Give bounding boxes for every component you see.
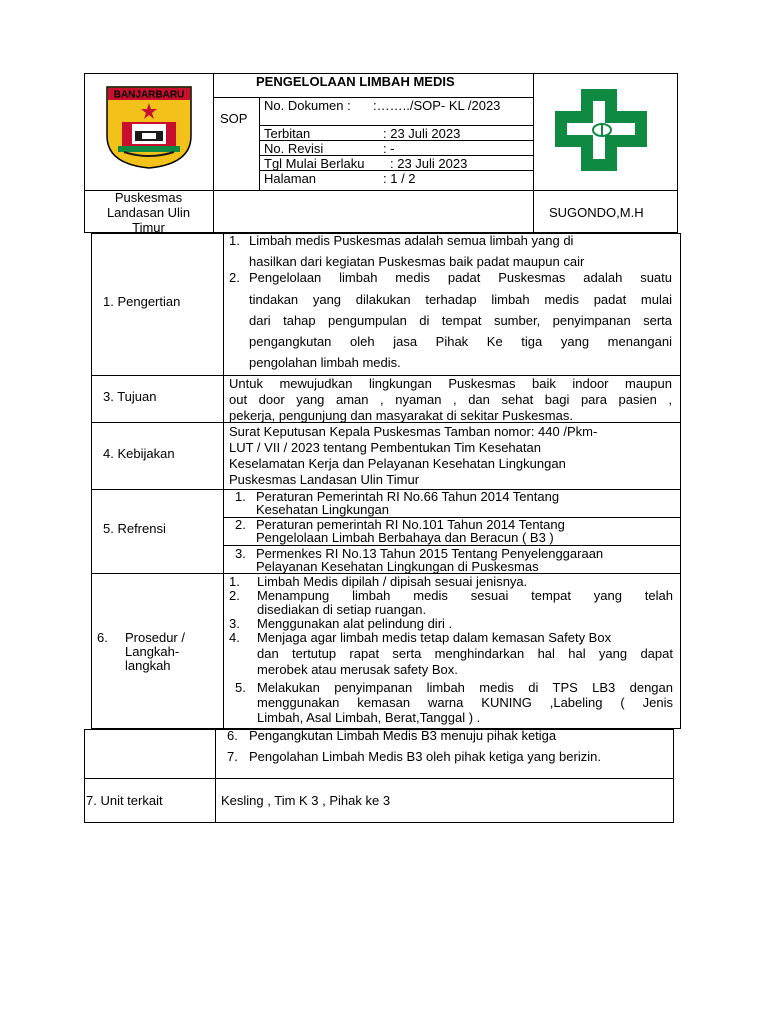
halaman-value: : 1 / 2 [383, 171, 416, 186]
list-item-text: pengangkutan oleh jasa Pihak Ke tiga yang menangani [249, 334, 672, 349]
list-item-text: dari tahap pengumpulan di tempat sumber, penyimpanan serta [249, 313, 672, 328]
list-item-text: Menampung limbah medis sesuai tempat yang telah [257, 588, 673, 603]
list-item-text: Menggunakan alat pelindung diri . [257, 616, 453, 631]
divider [533, 73, 534, 233]
no-dokumen-value: :……../SOP- KL /2023 [373, 98, 501, 113]
list-item-text: tindakan yang dilakukan terhadap limbah medis padat mulai [249, 292, 672, 307]
list-number: 1. [235, 489, 246, 504]
banjarbaru-logo [104, 84, 194, 173]
list-item-text: menggunakan kemasan warna KUNING ,Labeling ( Jenis [257, 695, 673, 710]
list-item-text: Peraturan pemerintah RI No.101 Tahun 2014 Tentang [256, 517, 565, 532]
signer-name: SUGONDO,M.H [549, 205, 644, 220]
paragraph-line: Untuk mewujudkan lingkungan Puskesmas baik indoor maupun [229, 376, 672, 391]
list-item-text: Kesehatan Lingkungan [256, 502, 390, 517]
paragraph-line: Puskesmas Landasan Ulin Timur [229, 472, 420, 487]
list-number: 1. [229, 233, 240, 248]
logo-banner-text: BANJARBARU [113, 89, 185, 101]
organization-name [84, 190, 213, 235]
list-number: 7. [227, 749, 238, 764]
puskesmas-logo [553, 87, 649, 176]
terbitan-value: : 23 Juli 2023 [383, 126, 461, 141]
list-number: 4. [229, 630, 240, 645]
list-item-text: Menjaga agar limbah medis tetap dalam kemasan Safety Box [257, 630, 612, 645]
list-item-text: Pengelolaan Limbah Berbahaya dan Beracun ( B3 ) [256, 530, 554, 545]
section-label: Prosedur / [125, 630, 185, 645]
list-number: 2. [229, 588, 240, 603]
list-item-text: Limbah Medis dipilah / dipisah sesuai jenisnya. [257, 574, 528, 589]
list-number: 5. [235, 680, 246, 695]
list-item-text: disediakan di setiap ruangan. [257, 602, 427, 617]
tgl-mulai-value: : 23 Juli 2023 [390, 156, 468, 171]
list-number: 1. [229, 574, 240, 589]
list-item-text: Pengelolaan limbah medis padat Puskesmas adalah suatu [249, 270, 672, 285]
list-item-text: pengolahan limbah medis. [249, 355, 401, 370]
list-number: 3. [229, 616, 240, 631]
paragraph-line: LUT / VII / 2023 tentang Pembentukan Tim Kesehatan [229, 440, 541, 455]
no-dokumen-label: No. Dokumen : [264, 98, 351, 113]
list-item-text: Limbah, Asal Limbah, Berat,Tanggal ) . [257, 710, 481, 725]
tgl-mulai-label: Tgl Mulai Berlaku [264, 156, 365, 171]
section-label: 7. Unit terkait [86, 793, 163, 808]
revisi-value: : - [383, 141, 395, 156]
unit-value: Kesling , Tim K 3 , Pihak ke 3 [221, 793, 391, 808]
divider [259, 97, 260, 190]
list-item-text: Permenkes RI No.13 Tahun 2015 Tentang Penyelenggaraan [256, 546, 604, 561]
paragraph-line: out door yang aman , nyaman , dan sehat bagi para pasien , [229, 392, 672, 407]
list-item-text: merobek atau merusak safety Box. [257, 662, 458, 677]
list-number: 2. [235, 517, 246, 532]
list-item-text: dan tertutup rapat serta menghindarkan hal hal yang dapat [257, 646, 673, 661]
list-number: 2. [229, 270, 240, 285]
document-title: PENGELOLAAN LIMBAH MEDIS [256, 74, 455, 89]
list-item-text: Pelayanan Kesehatan Lingkungan di Puskesmas [256, 559, 539, 574]
section-label: langkah [125, 658, 171, 673]
divider [223, 233, 224, 729]
list-item-text: Pengolahan Limbah Medis B3 oleh pihak ketiga yang berizin. [249, 749, 601, 764]
list-item-text: Pengangkutan Limbah Medis B3 menuju pihak ketiga [249, 728, 557, 743]
list-number: 6. [227, 728, 238, 743]
section-label: 1. Pengertian [103, 294, 181, 309]
list-item-text: Peraturan Pemerintah RI No.66 Tahun 2014 Tentang [256, 489, 560, 504]
section-number: 6. [97, 630, 108, 645]
bottom-border [84, 729, 674, 823]
terbitan-label: Terbitan [264, 126, 311, 141]
list-item-text: Limbah medis Puskesmas adalah semua limbah yang di [249, 233, 574, 248]
section-label: 3. Tujuan [103, 389, 157, 404]
paragraph-line: Surat Keputusan Kepala Puskesmas Tamban nomor: 440 /Pkm- [229, 424, 598, 439]
divider [84, 778, 674, 779]
sop-label: SOP [220, 111, 248, 126]
divider [215, 729, 216, 823]
section-label: 5. Refrensi [103, 521, 166, 536]
list-item-text: Melakukan penyimpanan limbah medis di TPS LB3 dengan [257, 680, 673, 695]
section-label: Langkah- [125, 644, 180, 659]
list-item-text: hasilkan dari kegiatan Puskesmas baik padat maupun cair [249, 254, 585, 269]
paragraph-line: Keselamatan Kerja dan Pelayanan Kesehatan Lingkungan [229, 456, 566, 471]
halaman-label: Halaman [264, 171, 317, 186]
section-label: 4. Kebijakan [103, 446, 175, 461]
paragraph-line: pekerja, pengunjung dan masyarakat di sekitar Puskesmas. [229, 408, 573, 423]
revisi-label: No. Revisi [264, 141, 324, 156]
org-line: Timur [132, 220, 165, 235]
org-line: Puskesmas [114, 190, 183, 205]
list-number: 3. [235, 546, 246, 561]
org-line: Landasan Ulin [106, 205, 191, 220]
